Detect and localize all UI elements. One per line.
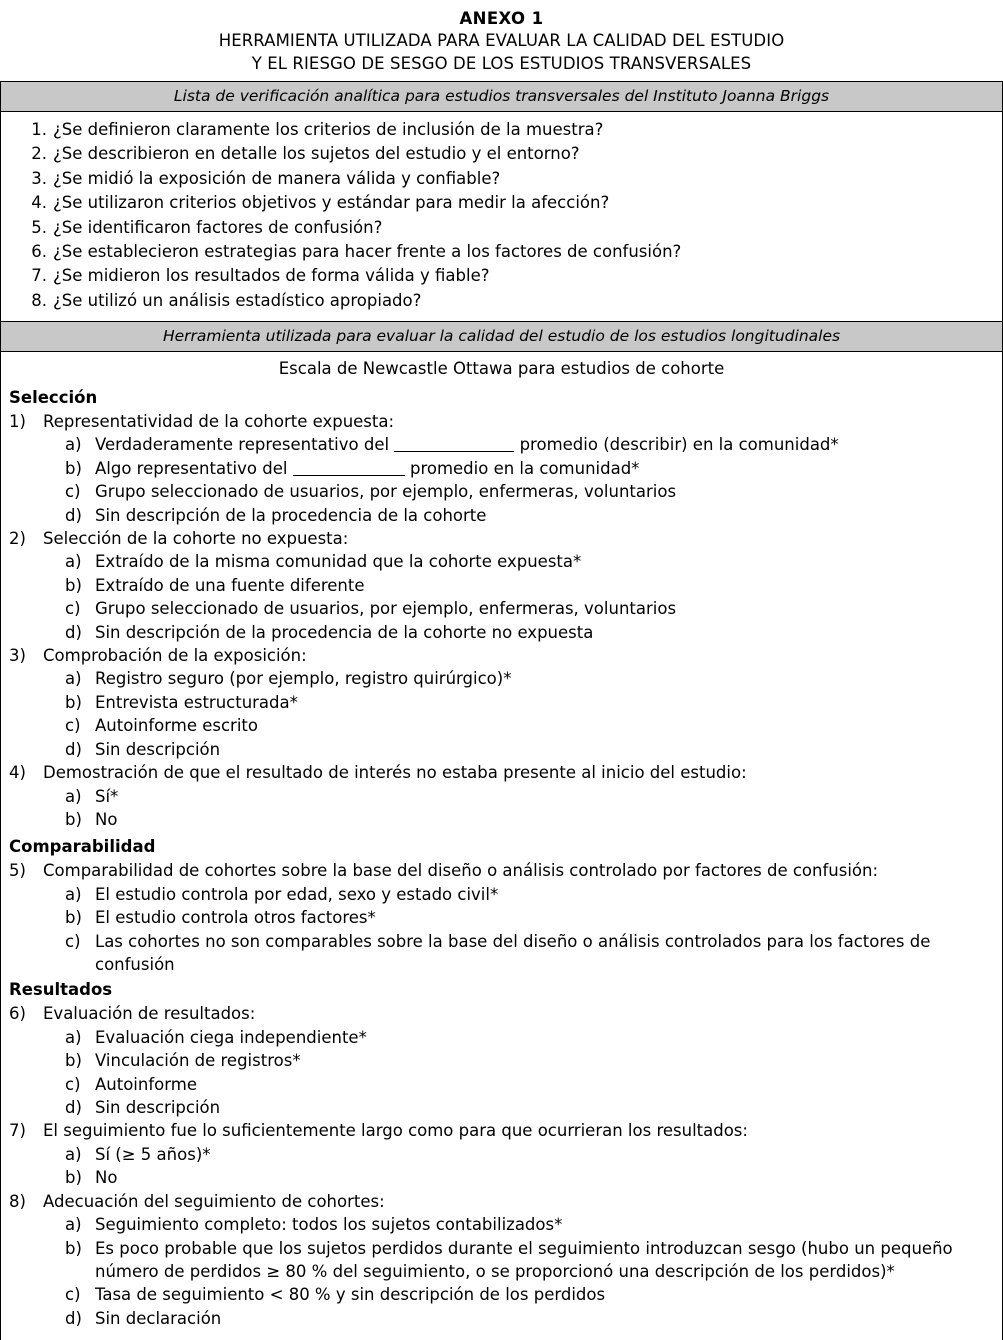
option-3b [9, 691, 994, 714]
option-7b [9, 1166, 994, 1189]
option-letter: b) [65, 458, 82, 478]
option-letter: c) [65, 931, 81, 951]
option-letter: b) [65, 1051, 82, 1071]
option-text: Sin declaración [95, 1308, 222, 1328]
option-letter: a) [65, 1215, 82, 1235]
list-item-number: 3. [31, 168, 47, 188]
option-2c [9, 597, 994, 620]
option-text: Sin descripción de la procedencia de la cohorte no expuesta [95, 622, 594, 642]
question-number: 3) [9, 646, 26, 666]
option-text-post: promedio en la comunidad* [409, 458, 640, 478]
option-text: El estudio controla otros factores* [95, 908, 376, 928]
section-band-longitudinal: Herramienta utilizada para evaluar la calidad del estudio de los estudios longitudinales [1, 321, 1002, 352]
list-item [11, 240, 992, 263]
option-letter: c) [65, 482, 81, 502]
list-item [11, 142, 992, 165]
option-text-post: promedio (describir) en la comunidad* [519, 435, 839, 455]
option-text: Extraído de una fuente diferente [95, 575, 365, 595]
option-text: Es poco probable que los sujetos perdidos durante el seguimiento introduzcan sesgo (hubo un pequeño número de perdidos ≥ 80 % del seguimiento, o se proporcionó una descripción de los perdidos)* [95, 1238, 953, 1281]
list-item-text: ¿Se describieron en detalle los sujetos del estudio y el entorno? [53, 144, 580, 164]
question-number: 1) [9, 411, 26, 431]
option-letter: d) [65, 1308, 82, 1328]
annex-label: ANEXO 1 [459, 9, 544, 28]
option-1b [9, 457, 994, 480]
list-item-number: 6. [31, 242, 47, 262]
option-letter: d) [65, 505, 82, 525]
list-item-number: 1. [31, 119, 47, 139]
document-frame [0, 81, 1003, 1340]
question-number: 7) [9, 1121, 26, 1141]
list-item [11, 191, 992, 214]
question-5 [9, 859, 994, 882]
question-4 [9, 761, 994, 784]
option-letter: d) [65, 739, 82, 759]
option-3c [9, 714, 994, 737]
option-letter: c) [65, 1074, 81, 1094]
option-7a [9, 1143, 994, 1166]
question-number: 2) [9, 528, 26, 548]
newcastle-ottawa-scale [1, 386, 1002, 1340]
option-3d [9, 738, 994, 761]
option-8b [9, 1237, 994, 1284]
question-number: 4) [9, 763, 26, 783]
option-text: No [95, 809, 118, 829]
list-item [11, 264, 992, 287]
option-text: Evaluación ciega independiente* [95, 1027, 367, 1047]
option-4b [9, 808, 994, 831]
option-text: Vinculación de registros* [95, 1051, 301, 1071]
option-letter: a) [65, 884, 82, 904]
question-text: El seguimiento fue lo suficientemente largo como para que ocurrieran los resultados: [43, 1121, 748, 1141]
option-6b [9, 1049, 994, 1072]
list-item-number: 2. [31, 144, 47, 164]
list-item [11, 289, 992, 312]
option-text: Extraído de la misma comunidad que la cohorte expuesta* [95, 552, 582, 572]
option-letter: a) [65, 435, 82, 455]
option-letter: b) [65, 575, 82, 595]
option-letter: a) [65, 669, 82, 689]
list-item-number: 8. [31, 290, 47, 310]
option-letter: a) [65, 1144, 82, 1164]
option-text: Entrevista estructurada* [95, 692, 298, 712]
question-number: 5) [9, 861, 26, 881]
question-text: Adecuación del seguimiento de cohortes: [43, 1191, 385, 1211]
question-7 [9, 1119, 994, 1142]
option-letter: d) [65, 1098, 82, 1118]
list-item-number: 7. [31, 266, 47, 286]
question-text: Selección de la cohorte no expuesta: [43, 528, 349, 548]
option-text-pre: Algo representativo del [95, 458, 288, 478]
fill-in-blank [394, 451, 514, 452]
question-text: Demostración de que el resultado de interés no estaba presente al inicio del estudio: [43, 763, 747, 783]
list-item-number: 5. [31, 217, 47, 237]
option-3a [9, 667, 994, 690]
list-item-text: ¿Se utilizaron criterios objetivos y estándar para medir la afección? [53, 193, 610, 213]
question-number: 6) [9, 1004, 26, 1024]
section-band-jbi: Lista de verificación analítica para estudios transversales del Instituto Joanna Briggs [1, 82, 1002, 112]
option-text: No [95, 1168, 118, 1188]
option-1d [9, 504, 994, 527]
option-5b [9, 906, 994, 929]
question-2 [9, 527, 994, 550]
option-text: Sí (≥ 5 años)* [95, 1144, 211, 1164]
question-text: Comparabilidad de cohortes sobre la base del diseño o análisis controlado por factores de confusión: [43, 861, 879, 881]
option-text: Las cohortes no son comparables sobre la base del diseño o análisis controlados para los factores de confusión [95, 931, 931, 975]
option-letter: b) [65, 1238, 82, 1258]
option-1a [9, 433, 994, 456]
option-letter: c) [65, 716, 81, 736]
option-2d [9, 621, 994, 644]
option-text: Tasa de seguimiento < 80 % y sin descripción de los perdidos [95, 1285, 606, 1305]
option-text: Grupo seleccionado de usuarios, por ejemplo, enfermeras, voluntarios [95, 599, 677, 619]
list-item-text: ¿Se midió la exposición de manera válida y confiable? [53, 168, 501, 188]
document-header [0, 0, 1003, 75]
group-heading-resultados: Resultados [9, 980, 113, 1000]
question-number: 8) [9, 1191, 26, 1211]
document-title-line-2: Y EL RIESGO DE SESGO DE LOS ESTUDIOS TRANSVERSALES [251, 53, 752, 73]
option-6c [9, 1073, 994, 1096]
option-text: Registro seguro (por ejemplo, registro quirúrgico)* [95, 669, 512, 689]
list-item-text: ¿Se definieron claramente los criterios de inclusión de la muestra? [53, 119, 604, 139]
option-text: Sí* [95, 786, 119, 806]
list-item-text: ¿Se utilizó un análisis estadístico apropiado? [53, 290, 422, 310]
option-6d [9, 1096, 994, 1119]
option-4a [9, 785, 994, 808]
option-2a [9, 550, 994, 573]
option-letter: d) [65, 622, 82, 642]
jbi-checklist-section [1, 112, 1002, 321]
question-text: Comprobación de la exposición: [43, 646, 307, 666]
option-1c [9, 480, 994, 503]
group-heading-comparabilidad: Comparabilidad [9, 837, 156, 857]
option-text: Sin descripción [95, 739, 221, 759]
option-text: El estudio controla por edad, sexo y estado civil* [95, 884, 499, 904]
list-item-text: ¿Se establecieron estrategias para hacer frente a los factores de confusión? [53, 242, 682, 262]
list-item-text: ¿Se identificaron factores de confusión? [53, 217, 383, 237]
question-6 [9, 1002, 994, 1025]
question-1 [9, 410, 994, 433]
option-2b [9, 574, 994, 597]
option-letter: b) [65, 809, 82, 829]
jbi-checklist-list [11, 118, 992, 312]
question-3 [9, 644, 994, 667]
list-item [11, 118, 992, 141]
option-text: Autoinforme [95, 1074, 197, 1094]
option-letter: c) [65, 599, 81, 619]
option-8c [9, 1283, 994, 1306]
option-letter: b) [65, 908, 82, 928]
option-5a [9, 883, 994, 906]
list-item [11, 216, 992, 239]
list-item [11, 167, 992, 190]
question-8 [9, 1190, 994, 1213]
group-heading-seleccion: Selección [9, 387, 98, 407]
fill-in-blank [293, 475, 405, 476]
option-text: Grupo seleccionado de usuarios, por ejemplo, enfermeras, voluntarios [95, 482, 677, 502]
list-item-number: 4. [31, 193, 47, 213]
option-letter: a) [65, 552, 82, 572]
question-text: Evaluación de resultados: [43, 1004, 256, 1024]
option-6a [9, 1026, 994, 1049]
option-8a [9, 1213, 994, 1236]
option-letter: c) [65, 1285, 81, 1305]
newcastle-ottawa-title: Escala de Newcastle Ottawa para estudios de cohorte [278, 359, 725, 379]
option-5c [9, 930, 994, 977]
option-letter: b) [65, 692, 82, 712]
option-8d [9, 1307, 994, 1330]
list-item-text: ¿Se midieron los resultados de forma válida y fiable? [53, 266, 490, 286]
option-text: Sin descripción de la procedencia de la cohorte [95, 505, 487, 525]
option-text: Autoinforme escrito [95, 716, 258, 736]
option-letter: a) [65, 786, 82, 806]
document-title-line-1: HERRAMIENTA UTILIZADA PARA EVALUAR LA CALIDAD DEL ESTUDIO [218, 31, 785, 51]
option-text: Seguimiento completo: todos los sujetos contabilizados* [95, 1215, 563, 1235]
question-text: Representatividad de la cohorte expuesta: [43, 411, 395, 431]
option-letter: a) [65, 1027, 82, 1047]
option-text-pre: Verdaderamente representativo del [95, 435, 390, 455]
option-letter: b) [65, 1168, 82, 1188]
option-text: Sin descripción [95, 1098, 221, 1118]
